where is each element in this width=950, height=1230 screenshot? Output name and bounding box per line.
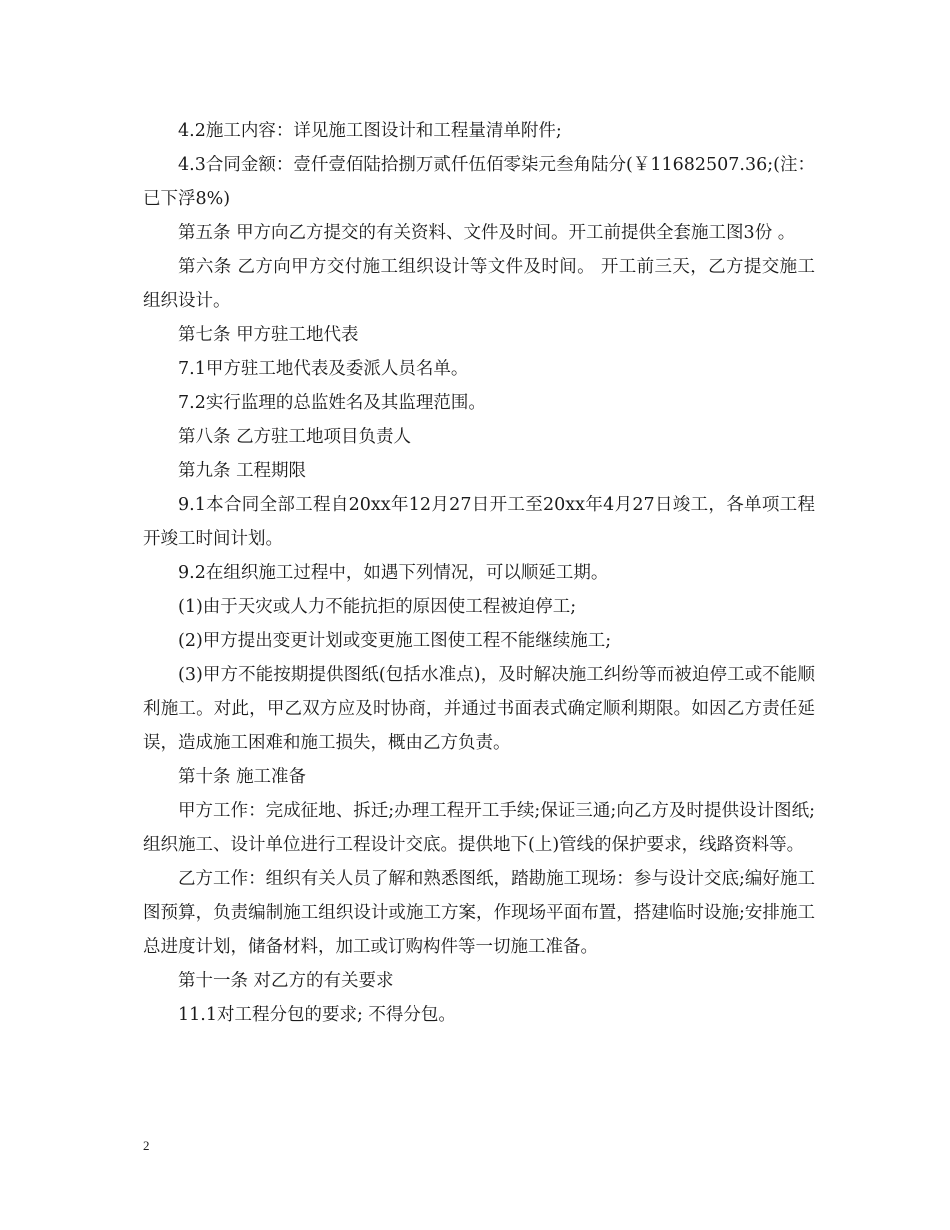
heading-article-9: 第九条 工程期限	[178, 461, 307, 481]
paragraph-article-5: 第五条 甲方向乙方提交的有关资料、文件及时间。开工前提供全套施工图3份 。	[178, 223, 796, 243]
paragraph-article-6: 第六条 乙方向甲方交付施工组织设计等文件及时间。 开工前三天，乙方提交施工组织设计。	[143, 257, 815, 311]
paragraph-party-b-work: 乙方工作：组织有关人员了解和熟悉图纸，踏勘施工现场：参与设计交底;编好施工图预算，负责编制施工组织设计或施工方案，作现场平面布置，搭建临时设施;安排施工总进度计划，储备材料，加工或订购构件等一切施工准备。	[143, 869, 815, 957]
heading-article-10: 第十条 施工准备	[178, 767, 307, 787]
list-item-1: (1)由于天灾或人力不能抗拒的原因使工程被迫停工;	[178, 597, 577, 617]
paragraph-11-1: 11.1对工程分包的要求; 不得分包。	[178, 1005, 456, 1025]
document-body	[143, 114, 815, 1032]
paragraph-4-3: 4.3合同金额：壹仟壹佰陆拾捌万贰仟伍佰零柒元叁角陆分(￥11682507.36;(注：已下浮8%)	[143, 155, 815, 209]
paragraph-4-2: 4.2施工内容：详见施工图设计和工程量清单附件;	[178, 121, 562, 141]
paragraph-party-a-work: 甲方工作：完成征地、拆迁;办理工程开工手续;保证三通;向乙方及时提供设计图纸;组织施工、设计单位进行工程设计交底。提供地下(上)管线的保护要求，线路资料等。	[143, 801, 815, 855]
paragraph-7-2: 7.2实行监理的总监姓名及其监理范围。	[178, 393, 486, 413]
page-number: 2	[143, 1138, 150, 1153]
heading-article-8: 第八条 乙方驻工地项目负责人	[178, 427, 412, 447]
list-item-3: (3)甲方不能按期提供图纸(包括水准点)，及时解决施工纠纷等而被迫停工或不能顺利施工。对此，甲乙双方应及时协商，并通过书面表式确定顺利期限。如因乙方责任延误，造成施工困难和施工损失，概由乙方负责。	[143, 665, 815, 753]
heading-article-7: 第七条 甲方驻工地代表	[178, 325, 359, 345]
heading-article-11: 第十一条 对乙方的有关要求	[178, 971, 394, 991]
paragraph-7-1: 7.1甲方驻工地代表及委派人员名单。	[178, 359, 469, 379]
paragraph-9-1: 9.1本合同全部工程自20xx年12月27日开工至20xx年4月27日竣工，各单项工程开竣工时间计划。	[143, 495, 815, 549]
list-item-2: (2)甲方提出变更计划或变更施工图使工程不能继续施工;	[178, 631, 612, 651]
paragraph-9-2: 9.2在组织施工过程中，如遇下列情况，可以顺延工期。	[178, 563, 609, 583]
